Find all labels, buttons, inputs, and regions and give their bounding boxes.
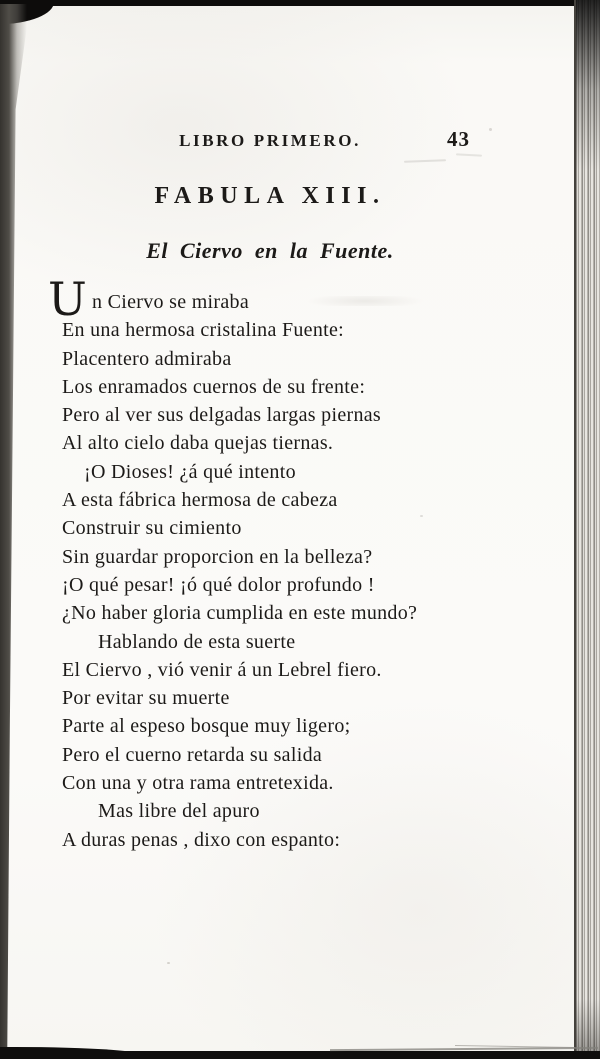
poem-line bbox=[48, 272, 502, 326]
poem-line: Mas libre del apuro bbox=[98, 800, 260, 823]
poem-line: Construir su cimiento bbox=[62, 517, 242, 540]
scan-edge-top bbox=[0, 0, 600, 6]
poem bbox=[48, 272, 502, 854]
poem-line: ¡O Dioses! ¿á qué intento bbox=[84, 460, 296, 483]
poem-line: A esta fábrica hermosa de cabeza bbox=[62, 489, 338, 512]
page-number: 43 bbox=[447, 127, 470, 151]
poem-line: Pero el cuerno retarda su salida bbox=[62, 743, 323, 766]
poem-line: El Ciervo , vió venir á un Lebrel fiero. bbox=[62, 658, 382, 681]
poem-line: Placentero admiraba bbox=[62, 347, 232, 370]
poem-line: Parte al espeso bosque muy ligero; bbox=[62, 715, 351, 738]
drop-cap-initial: U bbox=[48, 272, 88, 326]
poem-line: ¡O qué pesar! ¡ó qué dolor profundo ! bbox=[62, 573, 375, 596]
fable-subtitle: El Ciervo en la Fuente. bbox=[146, 238, 394, 263]
poem-line-text: n Ciervo se miraba bbox=[92, 291, 250, 313]
poem-line: Sin guardar proporcion en la belleza? bbox=[62, 545, 373, 568]
fable-title: FABULA XIII. bbox=[154, 183, 386, 209]
poem-line: A duras penas , dixo con espanto: bbox=[62, 828, 341, 851]
poem-line: Al alto cielo daba quejas tiernas. bbox=[62, 432, 334, 455]
poem-line: Los enramados cuernos de su frente: bbox=[62, 375, 366, 398]
scan-speck bbox=[404, 159, 446, 162]
scan-speck bbox=[489, 128, 492, 131]
poem-line: Por evitar su muerte bbox=[62, 687, 230, 710]
scan-edge-bottom-left bbox=[0, 1047, 150, 1059]
scan-speck bbox=[456, 153, 482, 156]
running-title: LIBRO PRIMERO. bbox=[179, 131, 361, 150]
scan-edge-left bbox=[0, 4, 30, 1059]
scan-speck bbox=[167, 962, 170, 964]
poem-line: Pero al ver sus delgadas largas piernas bbox=[62, 404, 382, 427]
poem-line: ¿No haber gloria cumplida en este mundo? bbox=[62, 602, 418, 625]
poem-line: Con una y otra rama entretexida. bbox=[62, 772, 334, 795]
book-fore-edge bbox=[574, 0, 600, 1059]
poem-line: Hablando de esta suerte bbox=[98, 630, 296, 653]
poem-line: En una hermosa cristalina Fuente: bbox=[62, 319, 345, 342]
